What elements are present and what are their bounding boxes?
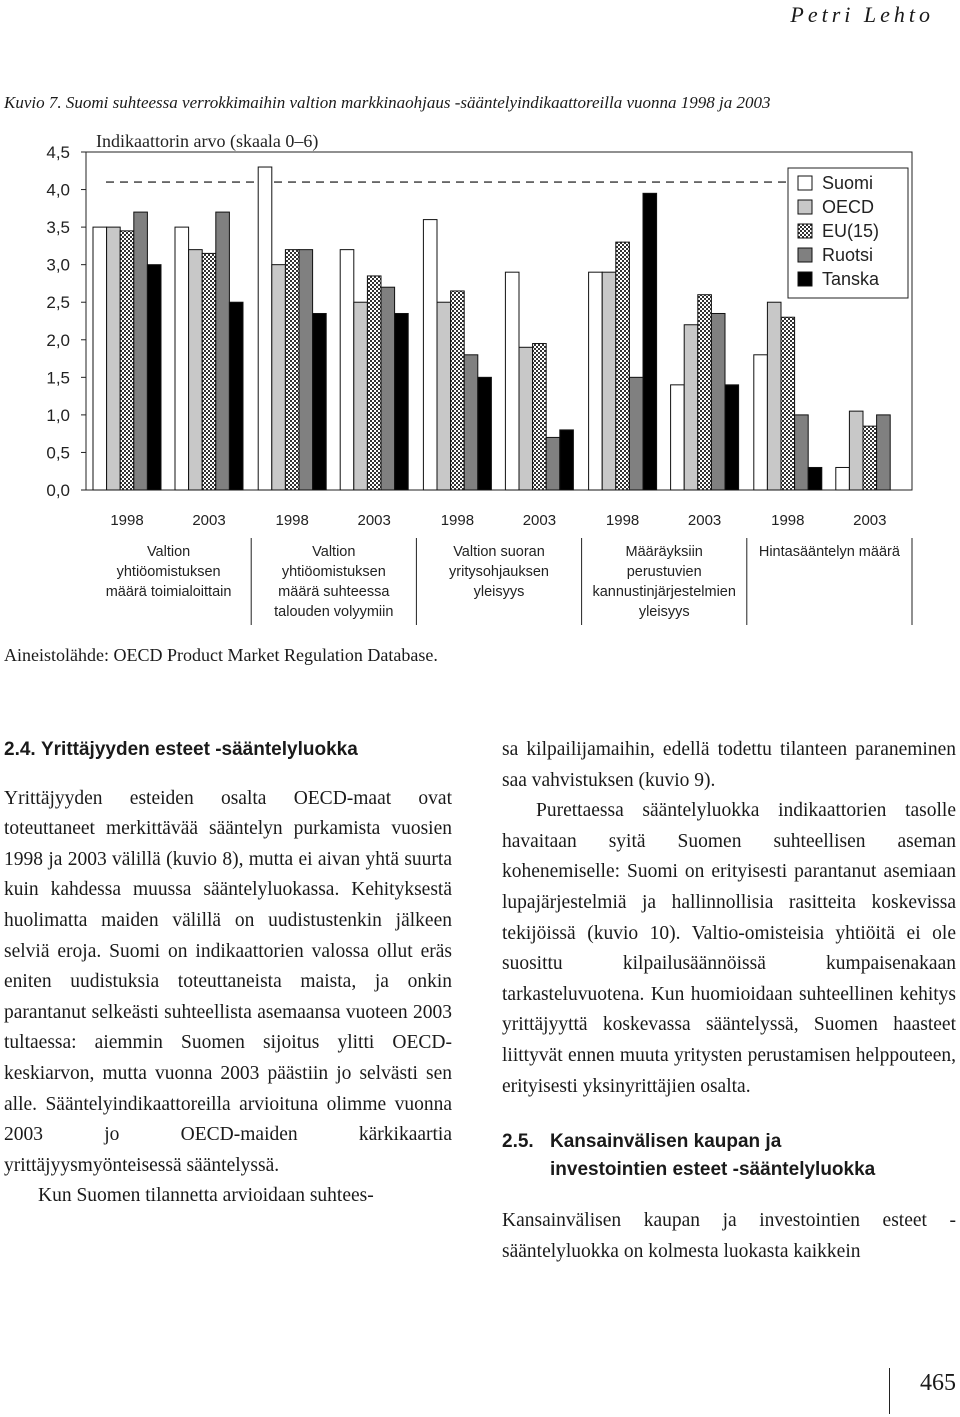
bar xyxy=(629,377,643,490)
bar xyxy=(711,313,725,490)
category-label: Valtion suoran xyxy=(453,544,545,560)
bar xyxy=(505,272,519,490)
bar xyxy=(451,291,465,490)
bar xyxy=(340,250,354,490)
bar xyxy=(272,265,286,490)
bar xyxy=(795,415,809,490)
bar xyxy=(589,272,603,490)
page-number: 465 xyxy=(920,1370,956,1396)
y-tick-label: 4,5 xyxy=(46,143,70,162)
bar xyxy=(781,317,795,490)
bar xyxy=(107,227,121,490)
legend-label: Suomi xyxy=(822,173,874,193)
bar xyxy=(202,253,216,490)
legend-swatch xyxy=(798,176,812,190)
bar xyxy=(602,272,616,490)
running-head: Petri Lehto xyxy=(790,2,934,27)
bar xyxy=(147,265,161,490)
y-tick-label: 0,5 xyxy=(46,443,70,463)
category-label: yleisyys xyxy=(473,584,525,600)
category-label: Hintasääntelyn määrä xyxy=(758,544,900,560)
legend-label: EU(15) xyxy=(822,221,880,241)
x-tick-label: 2003 xyxy=(853,512,887,529)
paragraph: Kansainvälisen kaupan ja investointien esteet -sääntelyluokka on kolmesta luokasta kaikkein xyxy=(502,1210,956,1262)
section-title-line: Kansainvälisen kaupan ja xyxy=(550,1131,782,1153)
bar xyxy=(423,220,437,490)
section-number: 2.4. xyxy=(4,739,36,760)
category-label: talouden volyymiin xyxy=(274,604,394,620)
legend-swatch xyxy=(798,272,812,286)
bar xyxy=(877,415,891,490)
legend-swatch xyxy=(798,200,812,214)
x-tick-label: 1998 xyxy=(605,512,640,529)
bar xyxy=(754,355,768,490)
bar xyxy=(93,227,107,490)
y-tick-label: 3,0 xyxy=(46,255,70,275)
bar xyxy=(381,287,395,490)
bar xyxy=(175,227,189,490)
bar xyxy=(560,430,574,490)
right-column xyxy=(502,735,956,1267)
x-tick-label: 1998 xyxy=(771,512,805,529)
left-column xyxy=(4,735,452,1211)
bar xyxy=(437,302,451,490)
paragraph: Purettaessa sääntelyluokka indikaattorien tasolle havaitaan syitä Suomen suhteellisen aseman kohenemiselle: Suomi on erityisesti parantanut asemiaan lupajärjestelmiä ja hallinnollisia rasitteita koskevissa tekijöissä (kuvio 10). Valtio-omisteisia yhtiöitä ei ole suosittu kilpailusäännöissä kumpaisenakaan tarkasteluvuotena. Kun huomioidaan suhteellinen kehitys yrittäjyyttä koskevassa sääntelyssä, Suomen haasteet liittyvät ennen muuta yritysten perustamisen helppouteen, erityisesti yksinyrittäjien osalta. xyxy=(502,800,956,1097)
x-tick-label: 2003 xyxy=(687,512,722,529)
legend-swatch xyxy=(798,248,812,262)
bar xyxy=(849,411,863,490)
category-label: Määräyksiin xyxy=(625,544,703,560)
bar xyxy=(354,302,368,490)
bar xyxy=(767,302,781,490)
legend-swatch xyxy=(798,224,812,238)
bar xyxy=(216,212,230,490)
figure-source: Aineistolähde: OECD Product Market Regulation Database. xyxy=(4,645,438,665)
legend-label: OECD xyxy=(822,197,875,217)
bar xyxy=(863,426,877,490)
y-tick-label: 2,5 xyxy=(46,293,70,313)
bar xyxy=(464,355,478,490)
category-label: määrä suhteessa xyxy=(278,584,390,600)
y-axis-label: Indikaattorin arvo (skaala 0–6) xyxy=(96,131,319,151)
y-tick-label: 4,0 xyxy=(46,180,70,200)
section-title-line: investointien esteet -sääntelyluokka xyxy=(550,1159,876,1181)
category-label: yleisyys xyxy=(638,604,690,620)
bar xyxy=(671,385,685,490)
bar-chart xyxy=(0,130,960,635)
paragraph-continuation: sa kilpailijamaihin, edellä todettu tilanteen paraneminen saa vahvistuksen (kuvio 9). xyxy=(502,739,956,791)
bar xyxy=(725,385,739,490)
bar xyxy=(836,467,850,490)
bar xyxy=(519,347,533,490)
bar xyxy=(120,231,134,490)
y-tick-label: 0,0 xyxy=(46,481,70,500)
section-heading-2-5 xyxy=(502,1128,956,1184)
bar xyxy=(684,325,698,490)
bar xyxy=(478,377,492,490)
y-tick-label: 1,5 xyxy=(46,368,70,388)
category-label: kannustinjärjestelmien xyxy=(592,584,736,600)
x-tick-label: 1998 xyxy=(275,512,309,529)
category-label: Valtion xyxy=(146,544,191,560)
legend-label: Ruotsi xyxy=(822,245,874,265)
category-label: yhtiöomistuksen xyxy=(281,564,386,580)
bar xyxy=(808,467,822,490)
category-label: määrä toimialoittain xyxy=(105,584,232,600)
x-tick-label: 2003 xyxy=(192,512,226,529)
paragraph: Yrittäjyyden esteiden osalta OECD-maat ovat toteuttaneet merkittävää sääntelyn purkamista vuosien 1998 ja 2003 välillä (kuvio 8), mutta ei aivan yhtä suurta kuin kahdessa muussa sääntelyluokassa. Kehityksestä huolimatta maiden välillä on uudistustenkin jälkeen selviä eroja. Suomi on indikaattorien valossa ollut eräs eniten uudistuksia toteuttaneista maista, ja onkin parantanut selkeästi suhteellista asemaansa vuoteen 2003 tultaessa: aiemmin Suomen sijoitus ylitti OECD-keskiarvon, mutta vuonna 2003 päästiin jo selvästi sen alle. Sääntelyindikaattoreilla arvioituna olimme vuonna 2003 jo OECD-maiden kärkikaartia yrittäjyysmyönteisessä sääntelyssä. xyxy=(4,787,452,1176)
section-title: Yrittäjyyden esteet -sääntelyluokka xyxy=(40,739,358,760)
category-label: Valtion xyxy=(312,544,356,560)
y-tick-label: 3,5 xyxy=(46,218,70,238)
x-tick-label: 1998 xyxy=(110,512,144,529)
category-label: perustuvien xyxy=(626,564,702,580)
legend-label: Tanska xyxy=(822,269,880,289)
bar xyxy=(134,212,148,490)
bar xyxy=(258,167,272,490)
y-tick-label: 2,0 xyxy=(46,330,70,350)
y-tick-label: 1,0 xyxy=(46,405,70,425)
category-label: yhtiöomistuksen xyxy=(116,564,221,580)
page-number-rule xyxy=(889,1368,890,1414)
bar xyxy=(643,193,657,490)
bar xyxy=(313,313,327,490)
x-tick-label: 2003 xyxy=(522,512,557,529)
category-label: yritysohjauksen xyxy=(449,564,549,580)
bar xyxy=(285,250,299,490)
bar xyxy=(229,302,243,490)
paragraph: Kun Suomen tilannetta arvioidaan suhtees- xyxy=(38,1185,374,1207)
section-number: 2.5. xyxy=(502,1131,534,1153)
bar xyxy=(299,250,313,490)
section-heading-2-4 xyxy=(4,735,452,766)
bar xyxy=(616,242,630,490)
bar xyxy=(546,437,560,490)
x-tick-label: 2003 xyxy=(357,512,391,529)
bar xyxy=(395,313,409,490)
x-tick-label: 1998 xyxy=(440,512,475,529)
bar xyxy=(698,295,712,490)
bar xyxy=(189,250,203,490)
bar xyxy=(367,276,381,490)
bar xyxy=(533,344,547,490)
figure-caption: Kuvio 7. Suomi suhteessa verrokkimaihin valtion markkinaohjaus -sääntelyindikaattoreilla vuonna 1998 ja 2003 xyxy=(4,93,771,112)
